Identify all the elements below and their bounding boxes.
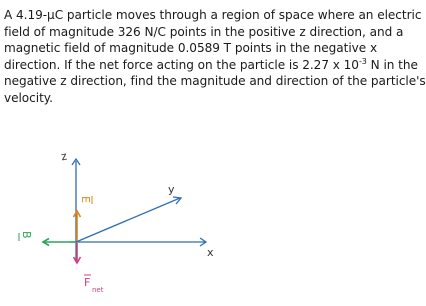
- x-axis-label: x: [207, 246, 214, 259]
- fnet-label: F: [84, 276, 91, 289]
- problem-line-5: negative z direction, find the magnitude and direction of the particle's: [4, 74, 426, 89]
- problem-line-3: magnetic field of magnitude 0.0589 T points in the negative x: [4, 41, 378, 56]
- problem-line-6: velocity.: [4, 90, 53, 105]
- problem-line-1: A 4.19-μC particle moves through a region of space where an electric: [4, 8, 422, 22]
- b-field-label: B: [20, 231, 33, 239]
- fnet-subscript: net: [92, 286, 104, 294]
- problem-line-4-end: N in the: [366, 57, 418, 72]
- y-axis: [76, 198, 180, 242]
- y-axis-label: y: [168, 183, 175, 196]
- problem-line-2: field of magnitude 326 N/C points in the positive z direction, and a: [4, 24, 404, 39]
- problem-line-4-text: direction. If the net force acting on the particle is 2.27 x 10: [4, 57, 359, 72]
- e-field-label: E: [79, 196, 92, 203]
- exponent: -3: [358, 56, 367, 66]
- z-axis-label: z: [59, 149, 69, 164]
